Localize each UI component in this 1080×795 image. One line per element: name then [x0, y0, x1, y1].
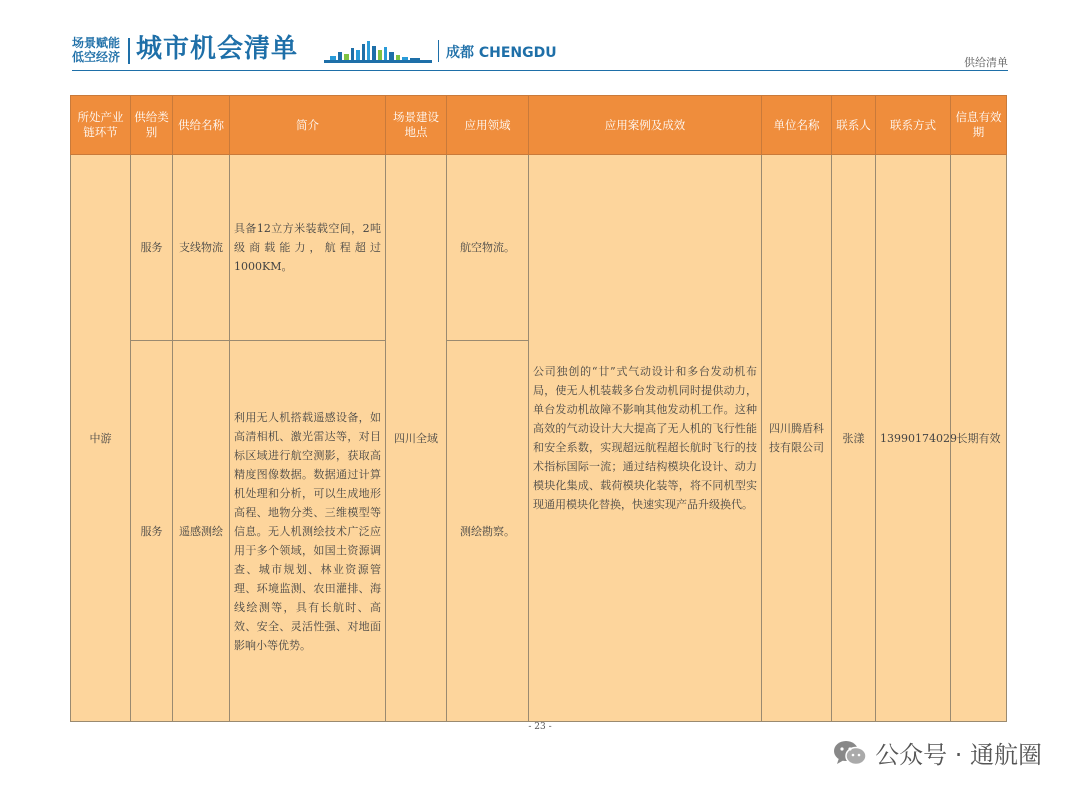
field-cell: 测绘勘察。 — [447, 341, 529, 722]
col-header-field: 应用领域 — [447, 96, 529, 155]
supply-name-cell: 遥感测绘 — [173, 341, 230, 722]
supply-table — [70, 95, 1007, 722]
chain-segment-cell: 中游 — [71, 155, 131, 722]
city-divider — [438, 40, 439, 62]
page-header — [72, 32, 1008, 70]
col-header-validity: 信息有效期 — [951, 96, 1007, 155]
col-header-chain: 所处产业链环节 — [71, 96, 131, 155]
section-tag: 供给清单 — [964, 56, 1008, 69]
intro-cell: 利用无人机搭载遥感设备，如高清相机、激光雷达等，对目标区域进行航空测影，获取高精度图像数据。数据通过计算机处理和分析，可以生成地形高程、地物分类、三维模型等信息。无人机测绘技术广泛应用于多个领域，如国土资源调查、城市规划、林业资源管理、环境监测、农田灌排、海线绘测等，具有长航时、高效、安全、灵活性强、对地面影响小等优势。 — [230, 341, 386, 722]
case-effect-cell: 公司独创的“廿”式气动设计和多台发动机布局，使无人机装载多台发动机同时提供动力，单台发动机故障不影响其他发动机工作。这种高效的气动设计大大提高了无人机的飞行性能和安全系数，实现超远航程超长航时飞行的技术指标国际一流；通过结构模块化设计、动力模块化集成、载荷模块化装等，将不同机型实现通用模块化替换，快速实现产品升级换代。 — [529, 155, 762, 722]
intro-cell: 具备12立方米装载空间，2吨级商载能力，航程超过1000KM。 — [230, 155, 386, 341]
col-header-case: 应用案例及成效 — [529, 96, 762, 155]
brand-line-1: 场景赋能 — [72, 36, 121, 50]
header-rule — [72, 70, 1008, 71]
col-header-phone: 联系方式 — [876, 96, 951, 155]
city-label: 成都 CHENGDU — [446, 45, 557, 61]
location-cell: 四川全域 — [386, 155, 447, 722]
table-row — [71, 155, 1007, 341]
document-title: 城市机会清单 — [136, 34, 299, 64]
supply-name-cell: 支线物流 — [173, 155, 230, 341]
brand-slogan — [72, 36, 120, 64]
skyline-icon — [324, 38, 432, 64]
col-header-company: 单位名称 — [762, 96, 832, 155]
page-number: - 23 - — [528, 722, 552, 732]
category-cell: 服务 — [131, 341, 173, 722]
watermark-text: 公众号 · 通航圈 — [875, 741, 1042, 769]
table-header-row — [71, 96, 1007, 155]
col-header-category: 供给类别 — [131, 96, 173, 155]
brand-divider — [128, 38, 130, 64]
field-cell: 航空物流。 — [447, 155, 529, 341]
col-header-location: 场景建设地点 — [386, 96, 447, 155]
phone-cell: 13990174029 — [876, 155, 951, 722]
company-cell: 四川腾盾科技有限公司 — [762, 155, 832, 722]
brand-line-2: 低空经济 — [72, 50, 121, 64]
col-header-name: 供给名称 — [173, 96, 230, 155]
col-header-intro: 简介 — [230, 96, 386, 155]
contact-cell: 张漾 — [832, 155, 876, 722]
col-header-contact: 联系人 — [832, 96, 876, 155]
watermark — [833, 735, 1042, 770]
wechat-icon — [833, 739, 867, 767]
validity-cell: 长期有效 — [951, 155, 1007, 722]
category-cell: 服务 — [131, 155, 173, 341]
